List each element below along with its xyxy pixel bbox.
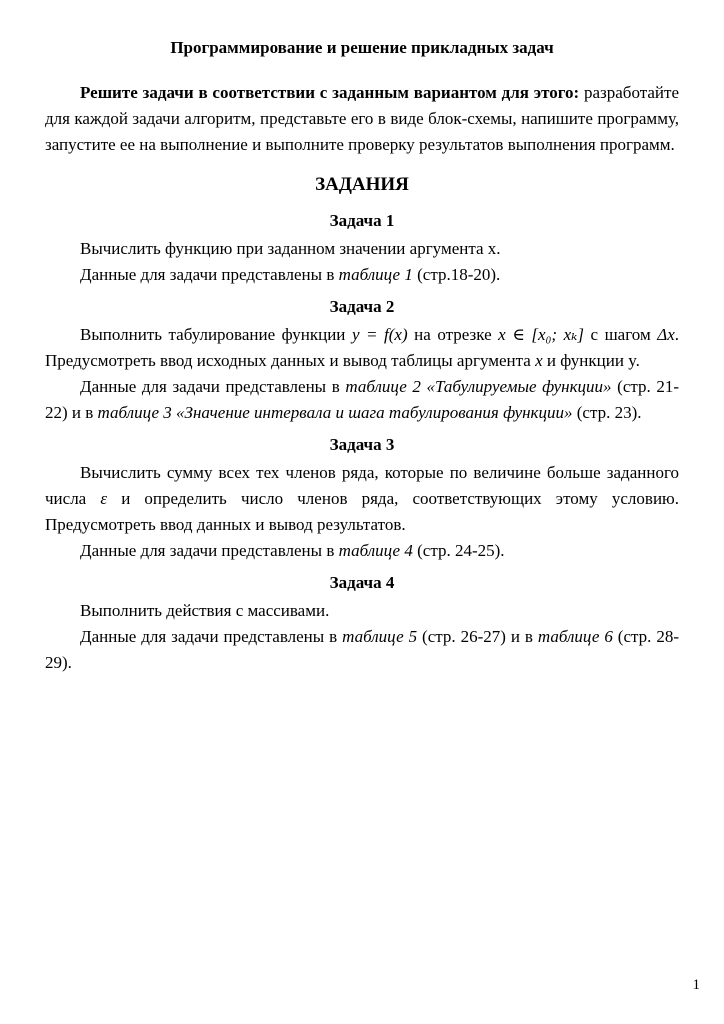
text-run: (стр. 26-27) и в xyxy=(417,627,538,646)
text-run: (стр. 28-29). xyxy=(45,627,680,672)
text-run: Данные для задачи представлены в xyxy=(80,377,346,396)
text-run: Выполнить действия с массивами. xyxy=(80,601,330,620)
intro-bold-run: Решите задачи в соответствии с заданным вариантом для этого: xyxy=(80,83,580,102)
text-run: Выполнить табулирование функции xyxy=(80,325,352,344)
text-run: (стр. 24-25). xyxy=(412,541,505,560)
section-heading: ЗАДАНИЯ xyxy=(315,174,409,195)
math-expression: Δx xyxy=(657,325,675,344)
table-reference: таблице 5 xyxy=(342,627,418,646)
text-run: с шагом xyxy=(583,325,658,344)
task-1-paragraph-2 xyxy=(45,262,679,288)
task-1-paragraph-1 xyxy=(45,236,679,262)
text-run: Вычислить сумму всех тех членов ряда, которые по величине больше заданного числа xyxy=(45,463,679,508)
intro-text-run: разработайте для каждой задачи алгоритм, представьте его в виде блок-схемы, напишите программу, запустите ее на выполнение и выполните проверку результатов выполнения программ. xyxy=(45,83,679,154)
table-reference: таблице 6 xyxy=(537,627,613,646)
text-run: и функции y. xyxy=(542,351,640,370)
document-title: Программирование и решение прикладных задач xyxy=(170,38,554,57)
task-1-heading: Задача 1 xyxy=(329,211,395,230)
text-run: Вычислить функцию при заданном значении аргумента x. xyxy=(80,239,501,258)
math-expression: y = f(x) xyxy=(351,325,408,344)
text-run: Данные для задачи представлены в xyxy=(80,627,343,646)
text-run: (стр. 21-22) и в xyxy=(45,377,680,422)
task-3-paragraph-1 xyxy=(45,460,679,538)
math-expression: x xyxy=(535,351,543,370)
math-expression: ε xyxy=(100,489,108,508)
intro-paragraph xyxy=(45,80,679,158)
math-expression: x ∈ [x₀; xₖ] xyxy=(498,325,584,344)
table-reference: таблице 3 «Значение интервала и шага табулирования функции» xyxy=(97,403,573,422)
task-3-paragraph-2 xyxy=(45,538,679,564)
task-2-paragraph-1 xyxy=(45,322,679,374)
table-reference: таблице 2 «Табулируемые функции» xyxy=(345,377,612,396)
text-run: и определить число членов ряда, соответствующих этому условию. Предусмотреть ввод данных и вывод результатов. xyxy=(45,489,679,534)
text-run: на отрезке xyxy=(407,325,499,344)
task-4-paragraph-2 xyxy=(45,624,679,676)
task-4-paragraph-1 xyxy=(45,598,679,624)
text-run: (стр.18-20). xyxy=(412,265,501,284)
page-number: 1 xyxy=(692,977,700,993)
text-run: Данные для задачи представлены в xyxy=(80,541,339,560)
table-reference: таблице 1 xyxy=(338,265,413,284)
text-run: . Предусмотреть ввод исходных данных и вывод таблицы аргумента xyxy=(45,325,680,370)
task-3-heading: Задача 3 xyxy=(329,435,395,454)
table-reference: таблице 4 xyxy=(338,541,413,560)
task-2-heading: Задача 2 xyxy=(329,297,395,316)
task-2-paragraph-2 xyxy=(45,374,679,426)
text-run: (стр. 23). xyxy=(572,403,642,422)
task-4-heading: Задача 4 xyxy=(329,573,395,592)
text-run: Данные для задачи представлены в xyxy=(80,265,339,284)
